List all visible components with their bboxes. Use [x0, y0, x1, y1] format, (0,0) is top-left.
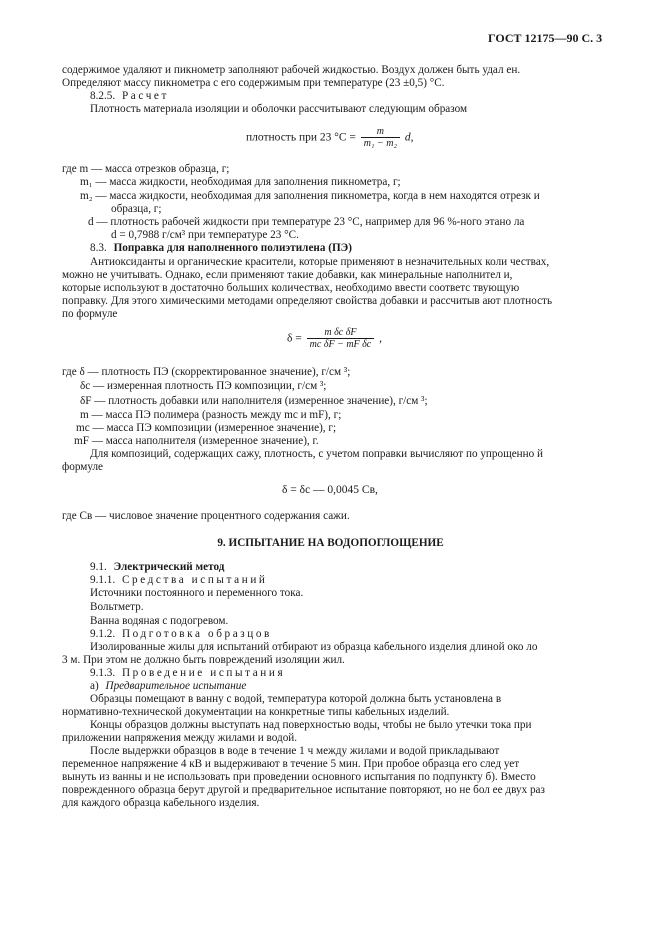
section-number: 8.3.	[90, 242, 107, 254]
paragraph-line: Концы образцов должны выступать над поверхностью воды, чтобы не было утечки тока при	[90, 719, 532, 731]
section-title: Проведение испытания	[121, 667, 286, 679]
section-title: Расчет	[121, 90, 169, 102]
where-item	[80, 190, 540, 203]
formula-soot-density: δ = δc — 0,0045 Cв,	[282, 484, 378, 496]
where-item	[62, 163, 229, 176]
fraction-denominator: mc δF − mF δc	[307, 338, 375, 351]
paragraph-line: по формуле	[62, 308, 118, 320]
where-symbol: где δ —	[62, 366, 99, 378]
paragraph-line: Образцы помещают в ванну с водой, температура которой должна быть установлена в	[90, 693, 502, 705]
formula-tail: ,	[379, 332, 382, 345]
fraction-numerator: m δc δF	[324, 327, 357, 338]
section-9-heading: 9. ИСПЫТАНИЕ НА ВОДОПОГЛОЩЕНИЕ	[217, 537, 444, 549]
where-symbol: m₁ —	[80, 176, 107, 188]
where-symbol: δF —	[80, 395, 106, 407]
where-symbol: где m —	[62, 163, 103, 175]
section-9-1-1-heading	[90, 574, 268, 587]
where-symbol: mF —	[74, 435, 103, 447]
formula-fraction	[361, 126, 400, 150]
equipment-item: Вольтметр.	[90, 601, 144, 613]
paragraph-line: Определяют массу пикнометра с его содержимым при температуре (23 ±0,5) °С.	[62, 77, 445, 89]
paragraph-line: приложении напряжения между жилами и водой.	[62, 732, 298, 744]
section-title: Средства испытаний	[121, 574, 268, 586]
where-text: масса отрезков образца, г;	[104, 163, 230, 175]
where-text: плотность рабочей жидкости при температуре 23 °С, например для 96 %-ного этано ла	[110, 216, 525, 228]
where-text: масса ПЭ полимера (разность между mc и mF), г;	[105, 409, 342, 421]
fraction-denominator: m₁ − m₂	[361, 137, 400, 150]
paragraph-line: переменное напряжение 4 кВ и выдерживают в течение 5 мин. При пробое образца его след ует	[62, 758, 520, 770]
item-marker: а)	[90, 680, 99, 692]
where-text: масса наполнителя (измеренное значение), г.	[105, 435, 319, 447]
where-item	[74, 435, 319, 448]
paragraph-line: можно не учитывать. Однако, если применяют такие добавки, как минеральные наполнител и,	[62, 269, 513, 281]
paragraph-line: вынуть из ванны и не использовать при проведении основного испытания по подпункту б). Вместо	[62, 771, 536, 783]
paragraph-line: Изолированные жилы для испытаний отбирают из образца кабельного изделия длиной око ло	[90, 641, 538, 653]
paragraph-line: которые используют в достаточно больших количествах, необходимо ввести соответс твующую	[62, 282, 520, 294]
formula-lhs: плотность при 23 °С =	[246, 131, 356, 144]
paragraph-line: нормативно-технической документации на конкретные типы кабельных изделий.	[62, 706, 450, 718]
where-item	[76, 422, 336, 435]
where-text: измеренная плотность ПЭ композиции, г/см ³;	[107, 380, 327, 392]
section-title: Поправка для наполненного полиэтилена (ПЭ)	[113, 242, 352, 254]
paragraph-line: Плотность материала изоляции и оболочки рассчитывают следующим образом	[90, 103, 468, 115]
paragraph-line: Для композиций, содержащих сажу, плотность, с учетом поправки вычисляют по упрощенно й	[90, 448, 544, 460]
section-number: 9.1.2.	[90, 628, 116, 640]
section-9-1-2-heading	[90, 628, 272, 641]
section-number: 8.2.5.	[90, 90, 116, 102]
formula-fraction	[307, 327, 375, 351]
section-8-2-5-heading	[90, 90, 169, 103]
where-text: масса жидкости, необходимая для заполнения пикнометра, когда в нем находятся отрезк и	[109, 190, 540, 202]
section-9-1-heading	[90, 561, 224, 574]
where-item	[88, 216, 524, 229]
formula-tail: d,	[404, 131, 414, 144]
fraction-numerator: m	[376, 126, 384, 137]
paragraph-line: содержимое удаляют и пикнометр заполняют рабочей жидкостью. Воздух должен быть удал ен.	[62, 64, 521, 76]
paragraph-line: формуле	[62, 461, 103, 473]
where-symbol: где Cв —	[62, 510, 107, 522]
equipment-item: Источники постоянного и переменного тока.	[90, 587, 304, 599]
section-title: Подготовка образцов	[121, 628, 272, 640]
where-item	[80, 176, 401, 189]
paragraph-line: 3 м. При этом не должно быть повреждений изоляции жил.	[62, 654, 345, 666]
paragraph-line: поврежденного образца берут другой и предварительное испытание повторяют, но не бол ее двух раз	[62, 784, 545, 796]
section-9-1-3-heading	[90, 667, 285, 680]
where-item	[80, 409, 341, 422]
running-header: ГОСТ 12175—90 С. 3	[488, 31, 603, 45]
subsection-title: Предварительное испытание	[105, 680, 247, 692]
where-text: плотность ПЭ (скорректированное значение), г/см ³;	[101, 366, 351, 378]
section-number: 9.1.	[90, 561, 107, 573]
section-number: 9.1.1.	[90, 574, 116, 586]
formula-lhs: δ =	[287, 332, 302, 345]
where-text: числовое значение процентного содержания сажи.	[109, 510, 350, 522]
paragraph-line: После выдержки образцов в воде в течение 1 ч между жилами и водой прикладывают	[90, 745, 500, 757]
where-item-continued: образца, г;	[111, 203, 162, 215]
formula-density	[246, 126, 413, 150]
where-item-continued: d = 0,7988 г/см³ при температуре 23 °С.	[111, 229, 299, 241]
where-item	[80, 395, 428, 408]
where-symbol: d —	[88, 216, 108, 228]
section-number: 9.1.3.	[90, 667, 116, 679]
where-text: плотность добавки или наполнителя (измеренное значение), г/см ³;	[108, 395, 428, 407]
formula-corrected-density	[287, 327, 382, 351]
equipment-item: Ванна водяная с подогревом.	[90, 615, 229, 627]
section-title: Электрический метод	[113, 561, 225, 573]
subsection-a-heading	[90, 680, 246, 693]
where-item	[62, 366, 350, 379]
section-8-3-heading	[90, 242, 352, 255]
where-symbol: δc —	[80, 380, 105, 392]
where-symbol: mc —	[76, 422, 104, 434]
where-symbol: m₂ —	[80, 190, 107, 202]
paragraph-line: Антиоксиданты и органические красители, которые применяют в незначительных коли чествах,	[90, 256, 550, 268]
where-item	[62, 510, 350, 523]
where-text: масса ПЭ композиции (измеренное значение), г;	[106, 422, 337, 434]
where-symbol: m —	[80, 409, 103, 421]
where-text: масса жидкости, необходимая для заполнения пикнометра, г;	[109, 176, 401, 188]
paragraph-line: поправку. Для этого химическими методами определяют свойства добавки и рассчитыв ают плотность	[62, 295, 553, 307]
where-item	[80, 380, 326, 393]
paragraph-line: для каждого образца кабельного изделия.	[62, 797, 260, 809]
